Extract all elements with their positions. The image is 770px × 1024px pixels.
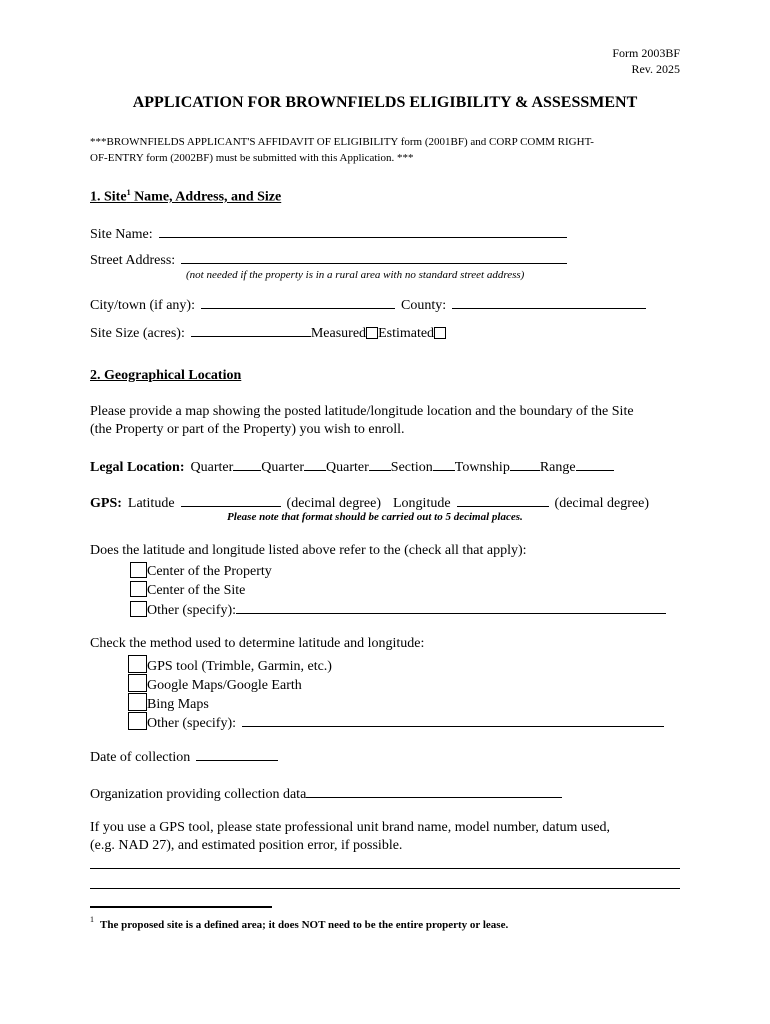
gps-label: GPS: xyxy=(90,496,122,511)
city-field[interactable] xyxy=(201,295,395,309)
legal-quarter-1-label: Quarter xyxy=(190,460,234,475)
site-size-row xyxy=(90,323,446,342)
legal-township-label: Township xyxy=(454,460,510,475)
legal-township-field[interactable] xyxy=(510,457,540,471)
site-size-label: Site Size (acres): xyxy=(90,326,185,341)
refer-other-field[interactable] xyxy=(236,600,666,614)
google-maps-checkbox[interactable] xyxy=(128,674,147,692)
refer-option-site xyxy=(130,581,245,599)
footnote-text: The proposed site is a defined area; it does NOT need to be the entire property or lease. xyxy=(100,919,509,932)
organization-label: Organization providing collection data xyxy=(90,787,307,802)
legal-quarter-3-label: Quarter xyxy=(326,460,369,475)
legal-location-row xyxy=(90,457,614,476)
footnote-ref: 1 xyxy=(126,188,131,197)
gps-details-line-2[interactable] xyxy=(90,888,680,889)
map-instructions-line-1: Please provide a map showing the posted latitude/longitude location and the boundary of the Site xyxy=(90,404,634,419)
estimated-checkbox[interactable] xyxy=(434,327,446,339)
center-site-checkbox[interactable] xyxy=(130,581,147,597)
longitude-label: Longitude xyxy=(393,496,451,511)
date-collection-field[interactable] xyxy=(196,747,278,761)
gps-details-line-1[interactable] xyxy=(90,868,680,869)
refer-option-site-label: Center of the Site xyxy=(147,583,246,598)
legal-location-label: Legal Location: xyxy=(90,460,185,475)
section-1-heading-pre: 1. Site xyxy=(90,189,127,205)
legal-range-field[interactable] xyxy=(576,457,614,471)
legal-quarter-3-field[interactable] xyxy=(369,457,391,471)
refer-option-property xyxy=(130,562,272,580)
form-revision: Rev. 2025 xyxy=(631,62,680,76)
street-address-note: (not needed if the property is in a rural area with no standard street address) xyxy=(186,269,525,281)
method-option-bing-label: Bing Maps xyxy=(147,697,209,712)
date-collection-label: Date of collection xyxy=(90,750,191,765)
footnote xyxy=(90,915,508,933)
notice-line-1: ***BROWNFIELDS APPLICANT'S AFFIDAVIT OF ELIGIBILITY form (2001BF) and CORP COMM RIGHT- xyxy=(90,136,594,148)
center-property-checkbox[interactable] xyxy=(130,562,147,578)
map-instructions-line-2: (the Property or part of the Property) you wish to enroll. xyxy=(90,422,405,437)
method-other-field[interactable] xyxy=(242,713,664,727)
method-option-other-label: Other (specify): xyxy=(147,716,237,731)
site-name-field[interactable] xyxy=(159,224,567,238)
city-label: City/town (if any): xyxy=(90,298,195,313)
street-address-row xyxy=(90,250,567,269)
refer-other-checkbox[interactable] xyxy=(130,601,147,617)
method-option-other xyxy=(128,712,664,732)
section-1-heading xyxy=(90,188,281,206)
section-2-heading: 2. Geographical Location xyxy=(90,368,242,383)
site-name-row xyxy=(90,224,567,243)
bing-maps-checkbox[interactable] xyxy=(128,693,147,711)
legal-section-field[interactable] xyxy=(433,457,455,471)
legal-section-label: Section xyxy=(390,460,433,475)
latitude-field[interactable] xyxy=(181,493,281,507)
street-address-field[interactable] xyxy=(181,250,567,264)
method-question: Check the method used to determine latitude and longitude: xyxy=(90,636,425,651)
refer-option-property-label: Center of the Property xyxy=(147,564,272,579)
latitude-label: Latitude xyxy=(127,496,175,511)
refer-question: Does the latitude and longitude listed above refer to the (check all that apply): xyxy=(90,543,527,558)
longitude-unit: (decimal degree) xyxy=(554,496,649,511)
measured-label: Measured xyxy=(310,326,367,341)
site-size-field[interactable] xyxy=(191,323,311,337)
city-county-row xyxy=(90,295,646,314)
measured-checkbox[interactable] xyxy=(366,327,378,339)
gps-tool-checkbox[interactable] xyxy=(128,655,147,673)
gps-tool-instructions-line-2: (e.g. NAD 27), and estimated position error, if possible. xyxy=(90,838,403,853)
estimated-label: Estimated xyxy=(378,326,435,341)
section-1-heading-post: Name, Address, and Size xyxy=(130,189,282,205)
street-address-label: Street Address: xyxy=(90,253,176,268)
site-name-label: Site Name: xyxy=(90,227,153,242)
latitude-unit: (decimal degree) xyxy=(286,496,381,511)
footnote-marker: 1 xyxy=(90,915,94,924)
form-number: Form 2003BF xyxy=(612,46,680,60)
footnote-separator xyxy=(90,906,272,908)
refer-option-other-label: Other (specify): xyxy=(147,603,237,618)
county-field[interactable] xyxy=(452,295,646,309)
legal-quarter-2-field[interactable] xyxy=(304,457,326,471)
legal-quarter-1-field[interactable] xyxy=(233,457,261,471)
method-option-bing xyxy=(128,693,209,713)
page-title: APPLICATION FOR BROWNFIELDS ELIGIBILITY & ASSESSMENT xyxy=(132,94,638,111)
gps-row xyxy=(90,493,649,512)
legal-range-label: Range xyxy=(539,460,576,475)
method-other-checkbox[interactable] xyxy=(128,712,147,730)
method-option-google-label: Google Maps/Google Earth xyxy=(147,678,302,693)
longitude-field[interactable] xyxy=(457,493,549,507)
legal-quarter-2-label: Quarter xyxy=(261,460,305,475)
notice-line-2: OF-ENTRY form (2002BF) must be submitted with this Application. *** xyxy=(90,152,414,164)
method-option-gps xyxy=(128,655,332,675)
organization-row xyxy=(90,784,562,803)
organization-field[interactable] xyxy=(306,784,562,798)
county-label: County: xyxy=(401,298,447,313)
method-option-gps-label: GPS tool (Trimble, Garmin, etc.) xyxy=(147,659,332,674)
refer-option-other xyxy=(130,600,666,619)
method-option-google xyxy=(128,674,302,694)
gps-tool-instructions-line-1: If you use a GPS tool, please state professional unit brand name, model number, datum used, xyxy=(90,820,611,835)
decimal-format-note: Please note that format should be carried out to 5 decimal places. xyxy=(227,511,523,523)
date-collection-row xyxy=(90,747,278,766)
